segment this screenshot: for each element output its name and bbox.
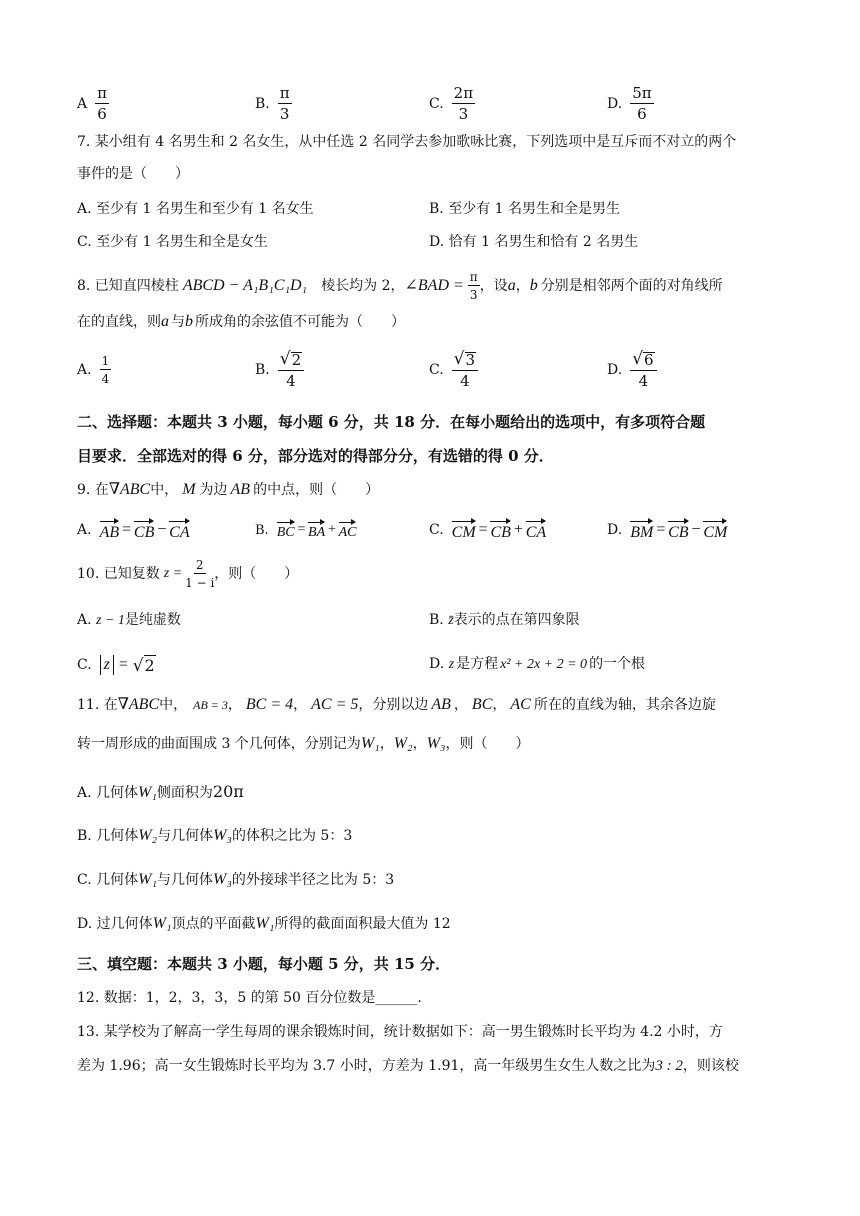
q11-option-d: D. 过几何体W₁顶点的平面截W₁所得的截面面积最大值为 12: [77, 915, 451, 932]
option-label: A: [77, 96, 88, 112]
fraction: $\frac{\pi}{3}$: [469, 270, 478, 302]
fraction: $\frac{2\pi}{3}$: [453, 84, 474, 123]
q9-options: [77, 512, 789, 548]
option-a: A. AB = CB − CA: [77, 512, 190, 548]
q8-stem-line1: 8. 已知直四棱柱 ABCD − A₁B₁C₁D₁ 棱长均为 2， ∠BAD = $\frac{\pi}{3}$ ，设 a ， b 分别是相邻两个面的对角线所: [77, 270, 723, 302]
sqrt: √ 2: [279, 349, 302, 369]
option-c: C. √ 3 4: [429, 348, 478, 392]
sqrt: √ 3: [453, 349, 476, 369]
option-d: [607, 82, 654, 126]
q11-stem-line1: 11. 在∇ABC中， AB = 3， BC = 4， AC = 5，分别以边 AB ， BC， AC 所在的直线为轴，其余各边旋: [77, 696, 716, 713]
fraction: $\frac{5\pi}{6}$: [632, 84, 652, 123]
prism-name: ABCD − A₁B₁C₁D₁: [182, 277, 308, 294]
section-3-heading: 三、填空题：本题共 3 小题，每小题 5 分，共 15 分．: [77, 955, 451, 973]
option-c: C. CM = CB + CA: [429, 512, 546, 548]
section-2-heading-line1: 二、选择题：本题共 3 小题，每小题 6 分，共 18 分．在每小题给出的选项中，有多项符合题: [77, 413, 706, 431]
q10-option-d: D. z 是方程 x² + 2x + 2 = 0 的一个根: [429, 656, 646, 672]
option-a: [77, 82, 109, 126]
q7-option-a: A. 至少有 1 名男生和至少有 1 名女生: [77, 201, 314, 217]
q7-option-c: C. 至少有 1 名男生和全是女生: [77, 234, 268, 250]
option-a: A. $\frac{1}{4}$: [77, 354, 110, 386]
q8-stem-line2: 在的直线，则a 与b 所成角的余弦值不可能为（ ）: [77, 313, 405, 330]
sqrt: √ 2: [132, 655, 155, 676]
q7-stem-line1: 7. 某小组有 4 名男生和 2 名女生，从中任选 2 名同学去参加歌咏比赛，下列选项中是互斥而不对立的两个: [77, 134, 737, 150]
option-label: B.: [255, 96, 270, 112]
sqrt: √ 6: [632, 349, 654, 369]
option-b: [255, 82, 292, 126]
q11-option-c: C. 几何体W₁与几何体W₃的外接球半径之比为 5：3: [77, 871, 395, 888]
q6-options: [77, 82, 789, 126]
q7-option-d: D. 恰有 1 名男生和恰有 2 名男生: [429, 234, 639, 250]
q10-stem: 10. 已知复数 z = $\frac{2}{1 - i}$ ，则（ ）: [77, 558, 299, 590]
q7-option-b: B. 至少有 1 名男生和全是男生: [429, 201, 621, 217]
q11-stem-line2: 转一周形成的曲面围成 3 个几何体，分别记为W₁，W₂，W₃，则（ ）: [77, 735, 530, 752]
q13-stem-line1: 13. 某学校为了解高一学生每周的课余锻炼时间，统计数据如下：高一男生锻炼时长平均为 4.2 小时，方: [77, 1024, 723, 1040]
q11-option-a: A. 几何体W₁侧面积为20π: [77, 782, 244, 801]
angle-bad: ∠BAD =: [404, 277, 464, 294]
option-d: D. BM = CB − CM: [607, 512, 727, 548]
fraction: $\frac{2}{1 - i}$: [185, 558, 215, 590]
option-b: B. √ 2 4: [255, 348, 304, 392]
q11-option-b: B. 几何体W₂与几何体W₃的体积之比为 5：3: [77, 827, 353, 844]
fraction: $\frac{\pi}{6}$: [97, 84, 107, 123]
q7-stem-line2: 事件的是（ ）: [77, 166, 189, 182]
q8-options: [77, 348, 789, 392]
fraction: √ 2 4: [278, 351, 304, 389]
q12-stem: 12. 数据：1，2，3，3，5 的第 50 百分位数是______.: [77, 990, 422, 1006]
q10-option-c: C. z = √ 2: [77, 655, 155, 676]
fraction: $\frac{\pi}{3}$: [279, 84, 290, 123]
q10-option-b: B. z̄表示的点在第四象限: [429, 612, 580, 628]
q13-stem-line2: 差为 1.96；高一女生锻炼时长平均为 3.7 小时，方差为 1.91，高一年级男生女生人数之比为3 : 2，则该校: [77, 1058, 739, 1074]
option-label: D.: [607, 96, 623, 112]
q9-stem: 9. 在∇ABC中， M 为边 AB 的中点，则（ ）: [77, 481, 380, 498]
fraction: $\frac{1}{4}$: [101, 354, 110, 386]
option-b: B. BC = BA + AC: [255, 512, 356, 548]
section-2-heading-line2: 目要求．全部选对的得 6 分，部分选对的得部分分，有选错的得 0 分．: [77, 447, 554, 465]
option-c: [429, 82, 475, 126]
fraction: √ 6 4: [630, 351, 656, 389]
q10-option-a: A. z − 1是纯虚数: [77, 612, 181, 628]
option-d: D. √ 6 4: [607, 348, 657, 392]
option-label: C.: [429, 96, 444, 112]
fraction: √ 3 4: [452, 351, 478, 389]
